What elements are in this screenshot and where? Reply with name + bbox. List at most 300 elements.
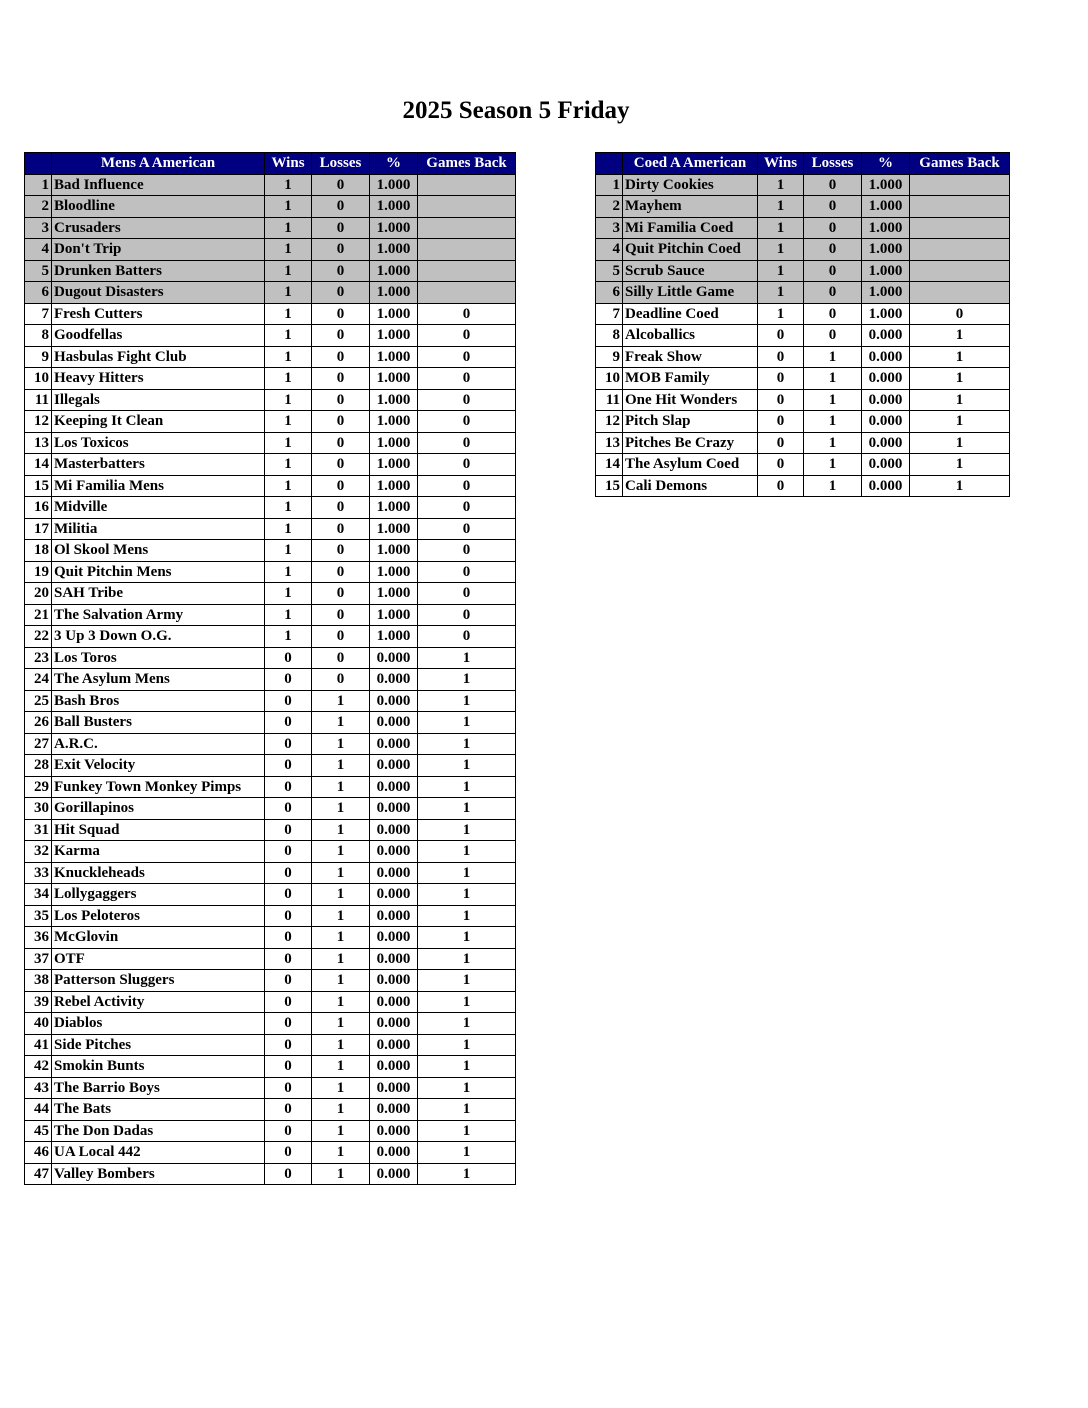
table-row <box>25 475 516 497</box>
wins-cell: 0 <box>265 712 312 734</box>
games-back-cell <box>910 217 1010 239</box>
rank-cell: 47 <box>25 1163 52 1185</box>
wins-cell: 0 <box>758 411 804 433</box>
team-cell: Bloodline <box>52 196 265 218</box>
team-cell: Mi Familia Mens <box>52 475 265 497</box>
team-cell: Karma <box>52 841 265 863</box>
losses-cell: 0 <box>312 432 370 454</box>
games-back-cell: 1 <box>418 1056 516 1078</box>
rank-cell: 10 <box>25 368 52 390</box>
pct-cell: 0.000 <box>370 1056 418 1078</box>
wins-cell: 0 <box>758 454 804 476</box>
rank-cell: 35 <box>25 905 52 927</box>
wins-cell: 0 <box>265 862 312 884</box>
pct-cell: 1.000 <box>862 217 910 239</box>
table-row <box>25 540 516 562</box>
games-back-cell: 1 <box>418 970 516 992</box>
rank-cell: 1 <box>25 174 52 196</box>
table-row <box>25 1163 516 1185</box>
pct-cell: 0.000 <box>370 991 418 1013</box>
team-cell: MOB Family <box>623 368 758 390</box>
pct-cell: 0.000 <box>370 712 418 734</box>
games-back-cell <box>910 239 1010 261</box>
team-cell: Bad Influence <box>52 174 265 196</box>
table-row <box>596 411 1010 433</box>
table-row <box>25 690 516 712</box>
games-back-cell: 0 <box>418 454 516 476</box>
table-row <box>25 411 516 433</box>
pct-cell: 0.000 <box>370 776 418 798</box>
table-row <box>25 798 516 820</box>
wins-cell: 0 <box>265 669 312 691</box>
team-cell: Valley Bombers <box>52 1163 265 1185</box>
table-row <box>25 712 516 734</box>
rank-header <box>25 153 52 175</box>
wins-cell: 1 <box>758 174 804 196</box>
table-row <box>25 1034 516 1056</box>
games-back-cell: 1 <box>910 325 1010 347</box>
rank-cell: 2 <box>596 196 623 218</box>
losses-cell: 0 <box>804 325 862 347</box>
rank-cell: 16 <box>25 497 52 519</box>
wins-cell: 1 <box>758 239 804 261</box>
rank-cell: 42 <box>25 1056 52 1078</box>
rank-cell: 17 <box>25 518 52 540</box>
losses-cell: 1 <box>312 1034 370 1056</box>
wins-cell: 0 <box>265 841 312 863</box>
losses-cell: 0 <box>312 174 370 196</box>
games-back-cell: 1 <box>418 1099 516 1121</box>
pct-cell: 0.000 <box>370 1034 418 1056</box>
rank-cell: 46 <box>25 1142 52 1164</box>
rank-cell: 13 <box>25 432 52 454</box>
pct-cell: 0.000 <box>370 1013 418 1035</box>
table-header-row <box>596 153 1010 175</box>
rank-cell: 39 <box>25 991 52 1013</box>
wins-cell: 1 <box>265 604 312 626</box>
pct-cell: 1.000 <box>370 346 418 368</box>
page-title: 2025 Season 5 Friday <box>402 97 630 124</box>
losses-cell: 0 <box>312 346 370 368</box>
table-row <box>25 583 516 605</box>
team-cell: McGlovin <box>52 927 265 949</box>
pct-cell: 1.000 <box>370 239 418 261</box>
losses-cell: 1 <box>312 970 370 992</box>
team-header: Mens A American <box>52 153 265 175</box>
pct-cell: 0.000 <box>370 798 418 820</box>
losses-cell: 1 <box>312 1163 370 1185</box>
losses-cell: 1 <box>312 755 370 777</box>
pct-cell: 1.000 <box>370 411 418 433</box>
table-row <box>596 389 1010 411</box>
rank-cell: 9 <box>25 346 52 368</box>
team-cell: Knuckleheads <box>52 862 265 884</box>
rank-cell: 30 <box>25 798 52 820</box>
rank-cell: 18 <box>25 540 52 562</box>
team-cell: Drunken Batters <box>52 260 265 282</box>
wins-cell: 1 <box>265 540 312 562</box>
table-row <box>596 368 1010 390</box>
team-cell: Cali Demons <box>623 475 758 497</box>
rank-cell: 38 <box>25 970 52 992</box>
wins-cell: 1 <box>265 196 312 218</box>
table-row <box>596 217 1010 239</box>
table-row <box>596 432 1010 454</box>
wins-cell: 0 <box>265 1142 312 1164</box>
wins-cell: 1 <box>265 368 312 390</box>
rank-cell: 27 <box>25 733 52 755</box>
pct-cell: 1.000 <box>370 626 418 648</box>
pct-cell: 0.000 <box>370 927 418 949</box>
rank-cell: 32 <box>25 841 52 863</box>
table-row <box>25 1142 516 1164</box>
games-back-cell: 1 <box>910 432 1010 454</box>
team-cell: UA Local 442 <box>52 1142 265 1164</box>
wins-cell: 0 <box>265 948 312 970</box>
games-back-cell: 1 <box>418 755 516 777</box>
table-row <box>25 1077 516 1099</box>
wins-cell: 1 <box>758 217 804 239</box>
pct-cell: 1.000 <box>862 260 910 282</box>
rank-cell: 12 <box>25 411 52 433</box>
losses-cell: 1 <box>312 690 370 712</box>
pct-cell: 1.000 <box>370 303 418 325</box>
team-cell: Quit Pitchin Coed <box>623 239 758 261</box>
games-back-cell <box>910 260 1010 282</box>
wins-cell: 0 <box>265 970 312 992</box>
games-back-cell: 0 <box>418 303 516 325</box>
table-row <box>596 196 1010 218</box>
wins-cell: 1 <box>758 303 804 325</box>
rank-cell: 9 <box>596 346 623 368</box>
games-back-cell: 1 <box>418 1142 516 1164</box>
rank-cell: 6 <box>25 282 52 304</box>
rank-cell: 3 <box>25 217 52 239</box>
table-row <box>25 303 516 325</box>
wins-cell: 1 <box>265 475 312 497</box>
table-row <box>25 260 516 282</box>
rank-cell: 20 <box>25 583 52 605</box>
games-back-cell: 1 <box>418 1163 516 1185</box>
rank-cell: 7 <box>25 303 52 325</box>
table-row <box>25 368 516 390</box>
losses-cell: 0 <box>312 239 370 261</box>
games-back-cell: 0 <box>418 475 516 497</box>
team-cell: SAH Tribe <box>52 583 265 605</box>
games-back-cell <box>418 282 516 304</box>
pct-cell: 0.000 <box>862 325 910 347</box>
games-back-cell: 0 <box>418 368 516 390</box>
losses-cell: 1 <box>312 948 370 970</box>
losses-cell: 0 <box>312 454 370 476</box>
mens-standings-table <box>24 152 516 1185</box>
losses-cell: 0 <box>312 217 370 239</box>
table-row <box>25 669 516 691</box>
losses-cell: 0 <box>312 518 370 540</box>
games-back-cell: 1 <box>418 690 516 712</box>
team-cell: Illegals <box>52 389 265 411</box>
games-back-cell: 1 <box>910 368 1010 390</box>
table-row <box>25 239 516 261</box>
rank-header <box>596 153 623 175</box>
pct-cell: 1.000 <box>370 518 418 540</box>
losses-cell: 0 <box>804 217 862 239</box>
wins-cell: 1 <box>265 583 312 605</box>
pct-cell: 1.000 <box>370 561 418 583</box>
team-cell: A.R.C. <box>52 733 265 755</box>
table-row <box>25 948 516 970</box>
pct-cell: 0.000 <box>862 411 910 433</box>
losses-cell: 1 <box>312 1056 370 1078</box>
wins-cell: 0 <box>758 432 804 454</box>
games-back-cell: 0 <box>418 389 516 411</box>
wins-cell: 0 <box>265 1034 312 1056</box>
rank-cell: 1 <box>596 174 623 196</box>
games-back-cell: 0 <box>418 432 516 454</box>
pct-cell: 0.000 <box>370 862 418 884</box>
team-cell: Gorillapinos <box>52 798 265 820</box>
team-cell: Los Peloteros <box>52 905 265 927</box>
losses-cell: 1 <box>312 1099 370 1121</box>
team-cell: Deadline Coed <box>623 303 758 325</box>
games-back-cell: 1 <box>418 927 516 949</box>
losses-cell: 1 <box>312 712 370 734</box>
rank-cell: 45 <box>25 1120 52 1142</box>
games-back-cell: 1 <box>418 1013 516 1035</box>
pct-cell: 0.000 <box>370 819 418 841</box>
losses-cell: 1 <box>312 991 370 1013</box>
table-row <box>596 174 1010 196</box>
games-back-cell: 0 <box>418 540 516 562</box>
pct-cell: 1.000 <box>370 540 418 562</box>
wins-cell: 0 <box>758 346 804 368</box>
losses-cell: 0 <box>804 196 862 218</box>
team-cell: Pitches Be Crazy <box>623 432 758 454</box>
games-back-cell: 1 <box>418 819 516 841</box>
pct-cell: 0.000 <box>370 970 418 992</box>
team-cell: Ball Busters <box>52 712 265 734</box>
team-cell: Diablos <box>52 1013 265 1035</box>
wins-cell: 1 <box>758 196 804 218</box>
games-back-cell: 1 <box>910 454 1010 476</box>
games-back-cell: 0 <box>418 626 516 648</box>
table-row <box>25 497 516 519</box>
rank-cell: 10 <box>596 368 623 390</box>
wins-cell: 1 <box>265 325 312 347</box>
pct-cell: 0.000 <box>370 841 418 863</box>
team-cell: The Asylum Mens <box>52 669 265 691</box>
games-back-cell: 1 <box>910 346 1010 368</box>
pct-cell: 0.000 <box>862 346 910 368</box>
wins-cell: 1 <box>265 626 312 648</box>
wins-cell: 1 <box>265 260 312 282</box>
losses-cell: 0 <box>312 260 370 282</box>
team-cell: Hit Squad <box>52 819 265 841</box>
wins-cell: 0 <box>265 1163 312 1185</box>
pct-cell: 1.000 <box>370 497 418 519</box>
wins-cell: 0 <box>265 647 312 669</box>
team-cell: Smokin Bunts <box>52 1056 265 1078</box>
wins-cell: 1 <box>758 282 804 304</box>
wins-cell: 0 <box>265 1056 312 1078</box>
pct-cell: 0.000 <box>370 1077 418 1099</box>
pct-cell: 1.000 <box>370 368 418 390</box>
rank-cell: 31 <box>25 819 52 841</box>
losses-cell: 0 <box>312 368 370 390</box>
rank-cell: 37 <box>25 948 52 970</box>
team-cell: Mayhem <box>623 196 758 218</box>
table-row <box>596 346 1010 368</box>
wins-header: Wins <box>265 153 312 175</box>
games-back-cell <box>418 174 516 196</box>
wins-cell: 0 <box>265 905 312 927</box>
games-back-cell: 1 <box>418 669 516 691</box>
losses-cell: 1 <box>312 905 370 927</box>
wins-cell: 0 <box>265 819 312 841</box>
wins-cell: 1 <box>265 561 312 583</box>
losses-cell: 0 <box>804 303 862 325</box>
team-cell: 3 Up 3 Down O.G. <box>52 626 265 648</box>
team-cell: The Don Dadas <box>52 1120 265 1142</box>
losses-cell: 0 <box>312 325 370 347</box>
wins-cell: 0 <box>265 798 312 820</box>
pct-cell: 0.000 <box>370 669 418 691</box>
wins-cell: 0 <box>265 991 312 1013</box>
table-row <box>25 733 516 755</box>
wins-cell: 1 <box>265 174 312 196</box>
pct-cell: 1.000 <box>370 217 418 239</box>
rank-cell: 15 <box>25 475 52 497</box>
rank-cell: 23 <box>25 647 52 669</box>
losses-cell: 1 <box>312 862 370 884</box>
table-row <box>596 239 1010 261</box>
pct-cell: 0.000 <box>370 647 418 669</box>
table-row <box>25 776 516 798</box>
pct-cell: 0.000 <box>370 884 418 906</box>
team-cell: Bash Bros <box>52 690 265 712</box>
team-cell: Don't Trip <box>52 239 265 261</box>
games-back-cell: 0 <box>418 583 516 605</box>
wins-cell: 1 <box>265 497 312 519</box>
team-cell: Silly Little Game <box>623 282 758 304</box>
team-cell: Heavy Hitters <box>52 368 265 390</box>
pct-cell: 0.000 <box>862 368 910 390</box>
games-back-cell <box>418 239 516 261</box>
games-back-cell: 1 <box>418 1034 516 1056</box>
pct-cell: 1.000 <box>370 389 418 411</box>
team-cell: Dugout Disasters <box>52 282 265 304</box>
table-row <box>25 1056 516 1078</box>
rank-cell: 40 <box>25 1013 52 1035</box>
rank-cell: 25 <box>25 690 52 712</box>
table-row <box>596 282 1010 304</box>
losses-cell: 1 <box>312 798 370 820</box>
losses-cell: 0 <box>312 196 370 218</box>
rank-cell: 4 <box>596 239 623 261</box>
team-cell: OTF <box>52 948 265 970</box>
rank-cell: 14 <box>596 454 623 476</box>
wins-cell: 1 <box>265 454 312 476</box>
team-cell: Scrub Sauce <box>623 260 758 282</box>
team-cell: Los Toros <box>52 647 265 669</box>
pct-cell: 1.000 <box>370 260 418 282</box>
losses-cell: 0 <box>804 282 862 304</box>
wins-cell: 0 <box>265 927 312 949</box>
pct-cell: 1.000 <box>370 604 418 626</box>
games-back-cell: 1 <box>418 862 516 884</box>
pct-cell: 1.000 <box>862 174 910 196</box>
table-row <box>25 1099 516 1121</box>
wins-header: Wins <box>758 153 804 175</box>
rank-cell: 41 <box>25 1034 52 1056</box>
games-back-cell: 1 <box>418 991 516 1013</box>
wins-cell: 0 <box>758 325 804 347</box>
rank-cell: 7 <box>596 303 623 325</box>
losses-cell: 0 <box>804 174 862 196</box>
wins-cell: 1 <box>265 282 312 304</box>
pct-cell: 1.000 <box>370 325 418 347</box>
pct-cell: 1.000 <box>370 475 418 497</box>
games-back-cell: 0 <box>418 518 516 540</box>
losses-cell: 0 <box>312 583 370 605</box>
table-row <box>25 970 516 992</box>
pct-cell: 1.000 <box>370 282 418 304</box>
rank-cell: 43 <box>25 1077 52 1099</box>
games-back-header: Games Back <box>418 153 516 175</box>
losses-cell: 1 <box>804 346 862 368</box>
wins-cell: 1 <box>265 432 312 454</box>
table-row <box>596 260 1010 282</box>
rank-cell: 19 <box>25 561 52 583</box>
team-cell: Patterson Sluggers <box>52 970 265 992</box>
table-row <box>25 432 516 454</box>
losses-cell: 1 <box>804 475 862 497</box>
losses-cell: 1 <box>312 1077 370 1099</box>
losses-cell: 1 <box>804 389 862 411</box>
games-back-cell: 1 <box>418 798 516 820</box>
table-row <box>25 282 516 304</box>
games-back-cell <box>418 260 516 282</box>
rank-cell: 8 <box>25 325 52 347</box>
losses-cell: 0 <box>312 561 370 583</box>
table-row <box>25 518 516 540</box>
pct-cell: 1.000 <box>862 303 910 325</box>
pct-cell: 1.000 <box>370 454 418 476</box>
games-back-cell: 0 <box>418 325 516 347</box>
pct-cell: 0.000 <box>370 690 418 712</box>
table-row <box>25 454 516 476</box>
rank-cell: 11 <box>596 389 623 411</box>
games-back-cell <box>910 196 1010 218</box>
rank-cell: 22 <box>25 626 52 648</box>
games-back-cell: 1 <box>418 1077 516 1099</box>
team-cell: Freak Show <box>623 346 758 368</box>
games-back-cell: 0 <box>418 604 516 626</box>
rank-cell: 12 <box>596 411 623 433</box>
pct-cell: 0.000 <box>862 389 910 411</box>
rank-cell: 15 <box>596 475 623 497</box>
losses-cell: 1 <box>804 432 862 454</box>
team-cell: Rebel Activity <box>52 991 265 1013</box>
wins-cell: 1 <box>265 518 312 540</box>
team-cell: Dirty Cookies <box>623 174 758 196</box>
losses-cell: 0 <box>312 411 370 433</box>
games-back-cell: 1 <box>910 475 1010 497</box>
table-row <box>25 905 516 927</box>
rank-cell: 3 <box>596 217 623 239</box>
table-row <box>25 626 516 648</box>
pct-cell: 1.000 <box>370 432 418 454</box>
